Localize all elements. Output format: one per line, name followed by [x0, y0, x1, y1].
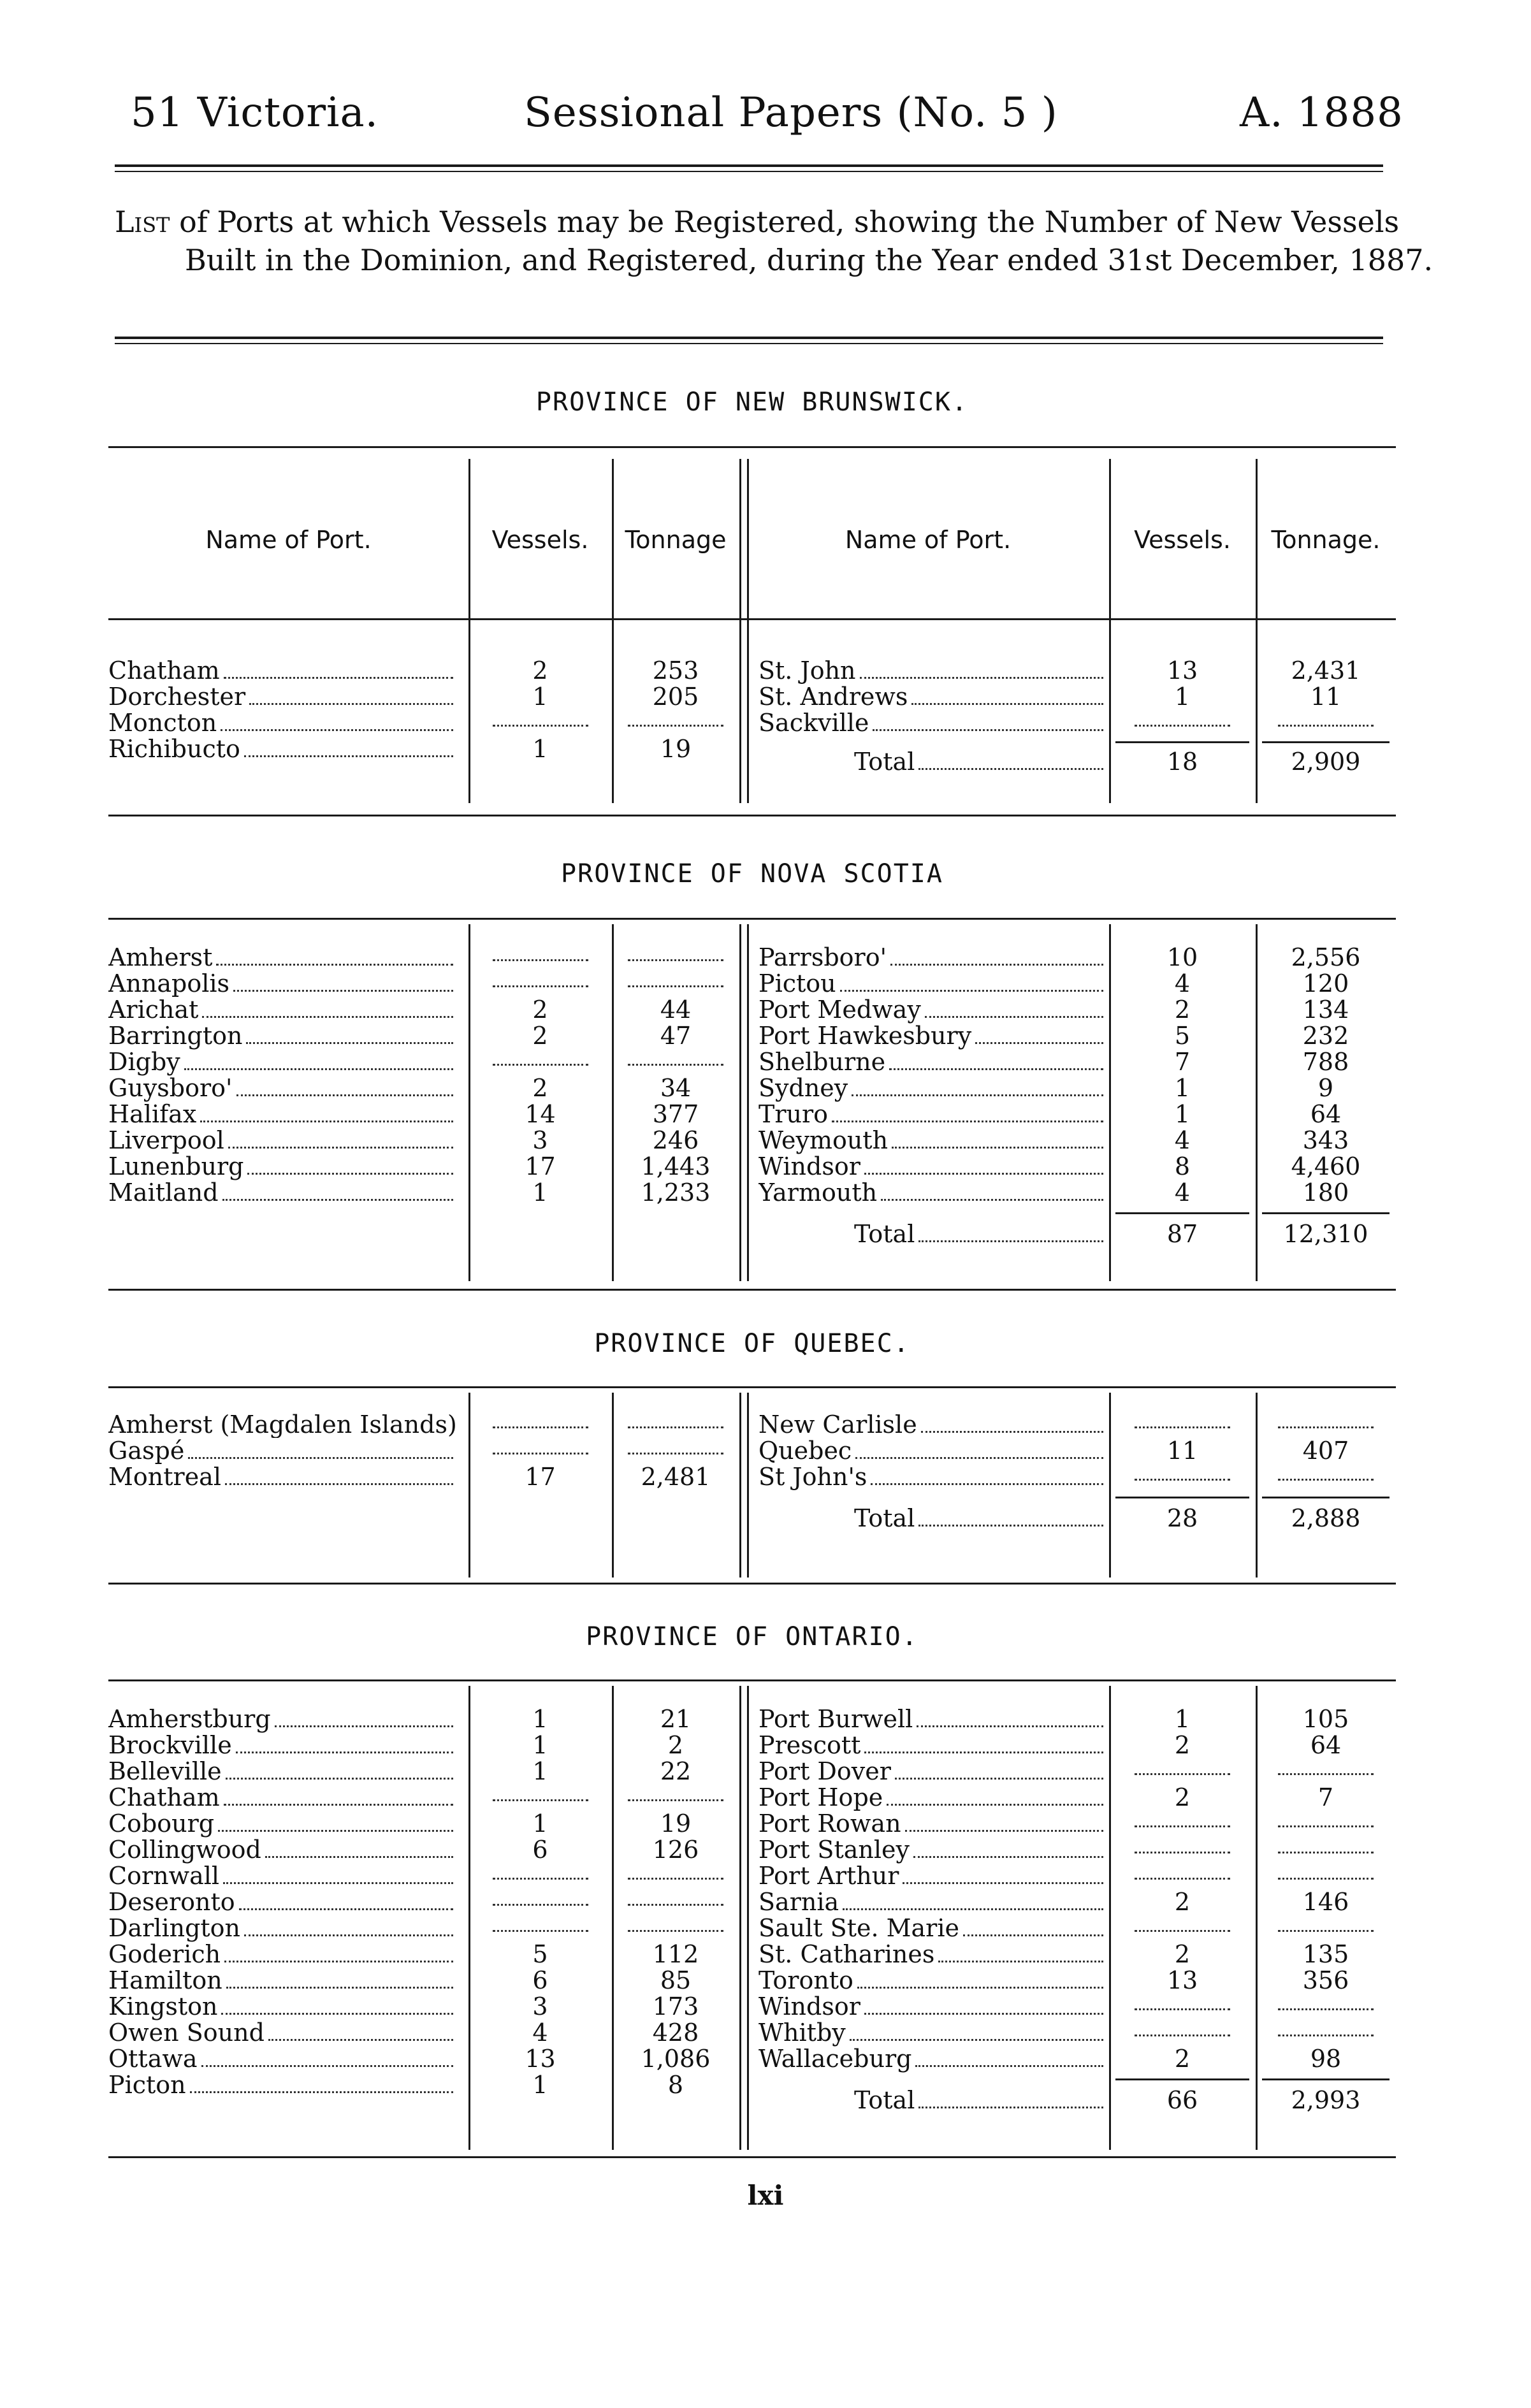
port-name: Collingwood	[108, 1837, 261, 1864]
tonnage-cell-empty	[612, 1915, 739, 1941]
port-name: Weymouth	[758, 1128, 889, 1154]
port-name: Sault Ste. Marie	[758, 1915, 959, 1942]
port-name: Halifax	[108, 1101, 197, 1128]
port-name: Port Medway	[758, 997, 921, 1024]
tonnage-cell: 9	[1317, 1074, 1334, 1102]
tonnage-cell: 47	[660, 1022, 692, 1050]
tonnage-cell: 2,556	[1291, 943, 1361, 971]
vessels-cell: 13	[1166, 1966, 1198, 1994]
vessels-cell: 4	[1174, 1179, 1191, 1207]
header-title: Sessional Papers (No. 5 )	[524, 89, 1058, 136]
col-rule	[739, 924, 741, 1281]
port-name: Amherst (Magdalen Islands)	[108, 1412, 457, 1438]
total-vessels: 28	[1166, 1504, 1198, 1532]
tonnage-cell: 19	[660, 1810, 692, 1838]
tonnage-cell-empty	[1256, 710, 1396, 736]
table-caption	[115, 203, 1460, 279]
total-tonnage: 2,993	[1291, 2086, 1361, 2114]
port-name: Amherstburg	[108, 1706, 271, 1733]
port-name: Port Stanley	[758, 1837, 910, 1864]
total-rule	[1115, 1212, 1249, 1214]
total-tonnage: 2,888	[1291, 1504, 1361, 1532]
table-bottom-rule	[108, 815, 1396, 816]
tonnage-cell-empty	[1256, 1915, 1396, 1941]
tonnage-cell-empty	[1256, 1994, 1396, 2020]
port-name: Sarnia	[758, 1889, 839, 1916]
vessels-cell-empty	[468, 971, 612, 997]
tonnage-cell: 34	[660, 1074, 692, 1102]
port-name: Moncton	[108, 710, 217, 737]
port-name: Hamilton	[108, 1968, 222, 1994]
right-rows	[758, 1706, 1396, 2114]
vessels-cell: 2	[1174, 1783, 1191, 1811]
table-bottom-rule	[108, 1289, 1396, 1291]
tonnage-cell: 44	[660, 996, 692, 1024]
tonnage-cell: 205	[652, 683, 699, 711]
vessels-cell: 3	[532, 1992, 548, 2020]
tonnage-cell: 377	[652, 1100, 699, 1128]
vessels-cell-empty	[1109, 2020, 1256, 2046]
caption-rule	[115, 337, 1383, 339]
tonnage-cell-empty	[1256, 1811, 1396, 1837]
total-row	[758, 1221, 1396, 1247]
tonnage-cell: 253	[652, 656, 699, 685]
port-name: Goderich	[108, 1941, 221, 1968]
port-name: Cornwall	[108, 1863, 220, 1890]
vessels-cell-empty	[1109, 1863, 1256, 1889]
tonnage-cell: 105	[1302, 1705, 1349, 1733]
col-rule	[747, 924, 749, 1281]
port-name: Lunenburg	[108, 1154, 244, 1180]
vessels-cell: 8	[1174, 1152, 1191, 1180]
tonnage-cell: 407	[1302, 1437, 1349, 1465]
total-tonnage: 12,310	[1283, 1220, 1368, 1248]
vessels-cell: 1	[532, 683, 548, 711]
col-rule	[739, 459, 741, 803]
table-row	[758, 1915, 1396, 1941]
port-name: Cobourg	[108, 1811, 215, 1838]
total-rule	[1115, 2078, 1249, 2080]
total-row	[758, 1505, 1396, 1532]
table-top-rule	[108, 1679, 1396, 1681]
port-name: Barrington	[108, 1023, 243, 1050]
port-name: Chatham	[108, 1785, 220, 1811]
port-name: Liverpool	[108, 1128, 224, 1154]
port-name: Chatham	[108, 658, 220, 685]
vessels-cell: 1	[1174, 1100, 1191, 1128]
port-name: St. Catharines	[758, 1941, 935, 1968]
table-row	[758, 945, 1396, 971]
port-name: Toronto	[758, 1968, 853, 1994]
table-top-rule	[108, 1386, 1396, 1388]
tonnage-cell: 1,086	[641, 2045, 711, 2073]
column-header-vessels: Vessels.	[491, 526, 589, 554]
port-name: Wallaceburg	[758, 2046, 912, 2073]
tonnage-cell-empty	[612, 945, 739, 971]
table-row	[758, 1863, 1396, 1889]
tonnage-cell-empty	[1256, 1863, 1396, 1889]
port-name: Shelburne	[758, 1049, 886, 1076]
total-vessels: 18	[1166, 748, 1198, 776]
vessels-cell: 2	[532, 1022, 548, 1050]
port-name: Owen Sound	[108, 2020, 265, 2047]
port-name: Windsor	[758, 1994, 860, 2020]
total-rule	[1115, 1497, 1249, 1498]
total-rule	[1262, 741, 1390, 743]
tonnage-cell-empty	[612, 1049, 739, 1075]
tonnage-cell: 64	[1310, 1731, 1342, 1759]
vessels-cell: 7	[1174, 1048, 1191, 1076]
total-rule	[1262, 1212, 1390, 1214]
vessels-cell: 2	[532, 996, 548, 1024]
tonnage-cell: 19	[660, 735, 692, 763]
port-name: Pictou	[758, 971, 836, 997]
tonnage-cell: 126	[652, 1836, 699, 1864]
vessels-cell-empty	[468, 1438, 612, 1464]
port-name: Port Dover	[758, 1759, 891, 1785]
right-rows	[758, 1412, 1396, 1532]
tonnage-cell: 788	[1302, 1048, 1349, 1076]
tonnage-cell: 146	[1302, 1888, 1349, 1916]
table-row	[758, 710, 1396, 736]
vessels-cell: 2	[1174, 2045, 1191, 2073]
port-name: St. Andrews	[758, 684, 908, 711]
tonnage-cell-empty	[612, 710, 739, 736]
tonnage-cell: 22	[660, 1757, 692, 1785]
port-name: Yarmouth	[758, 1180, 878, 1207]
tonnage-cell-empty	[612, 1785, 739, 1811]
table-row	[758, 1837, 1396, 1863]
caption-lead: List	[115, 205, 170, 239]
port-name: Digby	[108, 1049, 180, 1076]
port-name: Dorchester	[108, 684, 246, 711]
vessels-cell: 4	[532, 2019, 548, 2047]
tonnage-cell-empty	[612, 1863, 739, 1889]
total-label: Total	[854, 1221, 915, 1248]
vessels-cell: 2	[1174, 1731, 1191, 1759]
port-name: Port Burwell	[758, 1706, 913, 1733]
vessels-cell-empty	[1109, 1915, 1256, 1941]
table-row	[758, 1049, 1396, 1075]
tonnage-cell-empty	[1256, 1837, 1396, 1863]
vessels-cell: 17	[525, 1152, 556, 1180]
vessels-cell-empty	[1109, 1464, 1256, 1490]
total-row	[758, 2087, 1396, 2114]
tonnage-cell: 7	[1317, 1783, 1334, 1811]
column-header-name: Name of Port.	[205, 526, 372, 554]
port-name: Arichat	[108, 997, 199, 1024]
port-name: Truro	[758, 1101, 829, 1128]
column-header-tonnage: Tonnage	[625, 526, 727, 554]
port-name: Port Rowan	[758, 1811, 901, 1838]
section-ontario	[108, 1679, 1396, 2158]
tonnage-cell: 232	[1302, 1022, 1349, 1050]
vessels-cell-empty	[1109, 1837, 1256, 1863]
total-row	[758, 749, 1396, 775]
right-rows	[758, 658, 1396, 775]
vessels-cell: 3	[532, 1126, 548, 1154]
header-rule	[115, 164, 1383, 167]
total-label: Total	[854, 749, 915, 776]
col-rule	[739, 1393, 741, 1578]
caption-text: of Ports at which Vessels may be Registered, showing the Number of New Vessels Built in the Dominion, and Registered, during the Year ended 31st December, 1887.	[170, 205, 1433, 277]
column-header-tonnage: Tonnage.	[1271, 526, 1381, 554]
col-rule	[739, 1686, 741, 2150]
vessels-cell-empty	[468, 1049, 612, 1075]
caption-rule-thin	[115, 343, 1383, 344]
column-header-name: Name of Port.	[845, 526, 1012, 554]
tonnage-cell-empty	[612, 1889, 739, 1915]
tonnage-cell: 1,443	[641, 1152, 711, 1180]
vessels-cell: 10	[1166, 943, 1198, 971]
total-vessels: 66	[1166, 2086, 1198, 2114]
province-title: PROVINCE OF QUEBEC.	[594, 1329, 910, 1358]
table-row	[758, 1706, 1396, 1732]
vessels-cell: 13	[525, 2045, 556, 2073]
header-year: A. 1888	[1240, 89, 1404, 136]
port-name: Quebec	[758, 1438, 852, 1465]
port-name: Prescott	[758, 1732, 861, 1759]
total-rule	[1262, 1497, 1390, 1498]
vessels-cell: 2	[1174, 1888, 1191, 1916]
vessels-cell-empty	[468, 1785, 612, 1811]
vessels-cell-empty	[1109, 1412, 1256, 1438]
tonnage-cell: 120	[1302, 969, 1349, 997]
vessels-cell: 2	[1174, 1940, 1191, 1968]
vessels-cell-empty	[468, 1412, 612, 1438]
table-row	[758, 1464, 1396, 1490]
vessels-cell-empty	[1109, 710, 1256, 736]
vessels-cell: 2	[532, 1074, 548, 1102]
table-row	[758, 971, 1396, 997]
tonnage-cell: 135	[1302, 1940, 1349, 1968]
vessels-cell-empty	[468, 1889, 612, 1915]
port-name: Whitby	[758, 2020, 846, 2047]
vessels-cell: 4	[1174, 969, 1191, 997]
vessels-cell: 17	[525, 1463, 556, 1491]
col-rule	[747, 1393, 749, 1578]
table-row	[758, 1811, 1396, 1837]
port-name: Guysboro'	[108, 1075, 233, 1102]
port-name: St John's	[758, 1464, 867, 1491]
vessels-cell: 1	[532, 1731, 548, 1759]
vessels-cell: 1	[532, 735, 548, 763]
tonnage-cell-empty	[1256, 1412, 1396, 1438]
port-name: Maitland	[108, 1180, 219, 1207]
table-top-rule	[108, 918, 1396, 920]
total-vessels: 87	[1166, 1220, 1198, 1248]
table-row	[758, 658, 1396, 684]
vessels-cell: 2	[532, 656, 548, 685]
tonnage-cell: 85	[660, 1966, 692, 1994]
tonnage-cell: 8	[667, 2071, 684, 2099]
vessels-cell-empty	[468, 945, 612, 971]
port-name: Brockville	[108, 1732, 232, 1759]
vessels-cell-empty	[1109, 1759, 1256, 1785]
port-name: Ottawa	[108, 2046, 198, 2073]
vessels-cell: 1	[1174, 1074, 1191, 1102]
col-rule	[747, 459, 749, 803]
table-row	[758, 2020, 1396, 2046]
tonnage-cell: 4,460	[1291, 1152, 1361, 1180]
table-row	[758, 1785, 1396, 1811]
table-row	[758, 1075, 1396, 1101]
port-name: Port Hawkesbury	[758, 1023, 972, 1050]
table-top-rule	[108, 446, 1396, 448]
table-row	[758, 1438, 1396, 1464]
table-row	[758, 1994, 1396, 2020]
tonnage-cell: 11	[1310, 683, 1342, 711]
table-bottom-rule	[108, 2156, 1396, 2158]
col-rule	[747, 1686, 749, 2150]
vessels-cell: 1	[532, 1757, 548, 1785]
province-title: PROVINCE OF NEW BRUNSWICK.	[535, 388, 969, 417]
port-name: Darlington	[108, 1915, 241, 1942]
vessels-cell: 1	[532, 1810, 548, 1838]
section-nova-scotia	[108, 918, 1396, 1291]
port-name: St. John	[758, 658, 856, 685]
port-name: Windsor	[758, 1154, 860, 1180]
vessels-cell-empty	[1109, 1811, 1256, 1837]
table-bottom-rule	[108, 1583, 1396, 1585]
table-row	[758, 2046, 1396, 2072]
tonnage-cell-empty	[612, 1438, 739, 1464]
port-name: Kingston	[108, 1994, 218, 2020]
vessels-cell: 1	[532, 1705, 548, 1733]
vessels-cell: 14	[525, 1100, 556, 1128]
vessels-cell: 11	[1166, 1437, 1198, 1465]
tonnage-cell: 173	[652, 1992, 699, 2020]
port-name: Amherst	[108, 945, 213, 971]
port-name: New Carlisle	[758, 1412, 917, 1439]
vessels-cell: 6	[532, 1966, 548, 1994]
table-row	[758, 997, 1396, 1023]
port-name: Belleville	[108, 1759, 222, 1785]
table-row	[758, 1023, 1396, 1049]
vessels-cell: 1	[1174, 683, 1191, 711]
table-row	[758, 1968, 1396, 1994]
tonnage-cell: 2,481	[641, 1463, 711, 1491]
tonnage-cell-empty	[1256, 1464, 1396, 1490]
tonnage-cell: 112	[652, 1940, 699, 1968]
total-rule	[1115, 741, 1249, 743]
header-session: 51 Victoria.	[131, 89, 379, 136]
tonnage-cell-empty	[612, 971, 739, 997]
section-quebec	[108, 1386, 1396, 1584]
vessels-cell-empty	[468, 1915, 612, 1941]
header-bottom-rule	[108, 618, 1396, 620]
port-name: Sydney	[758, 1075, 848, 1102]
port-name: Port Arthur	[758, 1863, 899, 1890]
port-name: Richibucto	[108, 736, 240, 763]
table-row	[758, 1889, 1396, 1915]
province-title: PROVINCE OF ONTARIO.	[586, 1622, 918, 1651]
table-row	[758, 1412, 1396, 1438]
port-name: Sackville	[758, 710, 869, 737]
table-row	[758, 1128, 1396, 1154]
table-row	[758, 684, 1396, 710]
tonnage-cell: 428	[652, 2019, 699, 2047]
table-row	[758, 1154, 1396, 1180]
table-row	[758, 1101, 1396, 1128]
vessels-cell: 1	[532, 1179, 548, 1207]
vessels-cell: 5	[532, 1940, 548, 1968]
port-name: Gaspé	[108, 1438, 185, 1465]
tonnage-cell: 343	[1302, 1126, 1349, 1154]
tonnage-cell: 64	[1310, 1100, 1342, 1128]
vessels-cell: 1	[1174, 1705, 1191, 1733]
province-title: PROVINCE OF NOVA SCOTIA	[561, 859, 943, 888]
total-tonnage: 2,909	[1291, 748, 1361, 776]
tonnage-cell: 2,431	[1291, 656, 1361, 685]
vessels-cell: 13	[1166, 656, 1198, 685]
page-number: lxi	[747, 2180, 784, 2211]
tonnage-cell: 2	[667, 1731, 684, 1759]
port-name: Picton	[108, 2072, 186, 2099]
tonnage-cell-empty	[612, 1412, 739, 1438]
header-rule-thin	[115, 171, 1383, 172]
tonnage-cell: 98	[1310, 2045, 1342, 2073]
tonnage-cell: 134	[1302, 996, 1349, 1024]
tonnage-cell: 246	[652, 1126, 699, 1154]
vessels-cell-empty	[468, 1863, 612, 1889]
port-name: Montreal	[108, 1464, 221, 1491]
tonnage-cell: 356	[1302, 1966, 1349, 1994]
tonnage-cell-empty	[1256, 1759, 1396, 1785]
table-row	[758, 1941, 1396, 1968]
tonnage-cell: 1,233	[641, 1179, 711, 1207]
vessels-cell: 2	[1174, 996, 1191, 1024]
port-name: Parrsboro'	[758, 945, 887, 971]
vessels-cell: 4	[1174, 1126, 1191, 1154]
total-label: Total	[854, 1505, 915, 1532]
vessels-cell: 5	[1174, 1022, 1191, 1050]
tonnage-cell: 180	[1302, 1179, 1349, 1207]
total-rule	[1262, 2078, 1390, 2080]
vessels-cell: 6	[532, 1836, 548, 1864]
tonnage-cell-empty	[1256, 2020, 1396, 2046]
section-new-brunswick	[108, 446, 1396, 816]
port-name: Port Hope	[758, 1785, 883, 1811]
right-rows	[758, 945, 1396, 1247]
port-name: Deseronto	[108, 1889, 235, 1916]
table-row	[758, 1180, 1396, 1206]
port-name: Annapolis	[108, 971, 230, 997]
table-row	[758, 1732, 1396, 1759]
vessels-cell: 1	[532, 2071, 548, 2099]
vessels-cell-empty	[1109, 1994, 1256, 2020]
vessels-cell-empty	[468, 710, 612, 736]
total-label: Total	[854, 2087, 915, 2114]
column-header-vessels: Vessels.	[1134, 526, 1231, 554]
tonnage-cell: 21	[660, 1705, 692, 1733]
table-row	[758, 1759, 1396, 1785]
